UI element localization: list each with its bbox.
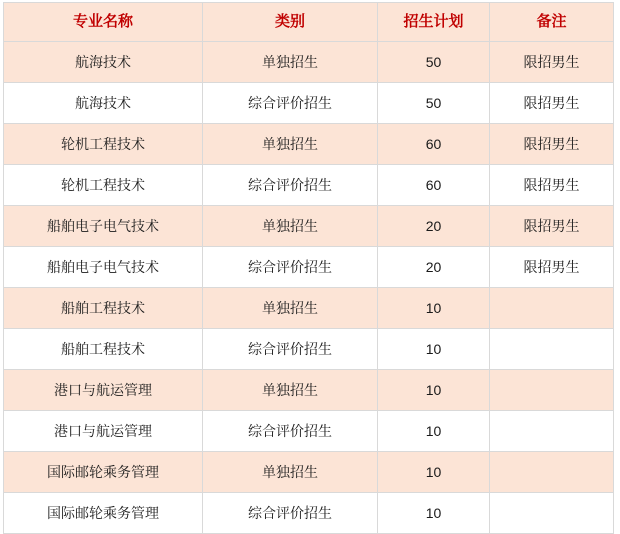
- table-row: [4, 165, 614, 206]
- cell-major: 船舶电子电气技术: [4, 206, 203, 247]
- cell-note: 限招男生: [490, 165, 614, 206]
- cell-category: 单独招生: [203, 452, 378, 493]
- table-row: [4, 247, 614, 288]
- cell-major: 轮机工程技术: [4, 124, 203, 165]
- table-header: [4, 3, 614, 42]
- table-row: [4, 493, 614, 534]
- cell-note: 限招男生: [490, 206, 614, 247]
- cell-plan: 50: [378, 83, 490, 124]
- cell-note: [490, 370, 614, 411]
- cell-plan: 10: [378, 411, 490, 452]
- cell-plan: 50: [378, 42, 490, 83]
- cell-note: 限招男生: [490, 83, 614, 124]
- table-row: [4, 288, 614, 329]
- table-header-row: [4, 3, 614, 42]
- table-row: [4, 42, 614, 83]
- cell-plan: 60: [378, 165, 490, 206]
- cell-major: 港口与航运管理: [4, 370, 203, 411]
- table-row: [4, 452, 614, 493]
- table-row: [4, 83, 614, 124]
- cell-category: 单独招生: [203, 288, 378, 329]
- column-header-note: 备注: [490, 3, 614, 42]
- column-header-category: 类别: [203, 3, 378, 42]
- table-row: [4, 124, 614, 165]
- cell-major: 船舶工程技术: [4, 288, 203, 329]
- cell-note: 限招男生: [490, 124, 614, 165]
- cell-category: 单独招生: [203, 370, 378, 411]
- cell-plan: 60: [378, 124, 490, 165]
- cell-plan: 10: [378, 452, 490, 493]
- cell-category: 综合评价招生: [203, 165, 378, 206]
- table-row: [4, 370, 614, 411]
- cell-major: 船舶电子电气技术: [4, 247, 203, 288]
- table-body: [4, 42, 614, 534]
- cell-major: 国际邮轮乘务管理: [4, 493, 203, 534]
- cell-major: 港口与航运管理: [4, 411, 203, 452]
- cell-note: [490, 493, 614, 534]
- cell-plan: 10: [378, 329, 490, 370]
- column-header-plan: 招生计划: [378, 3, 490, 42]
- cell-major: 国际邮轮乘务管理: [4, 452, 203, 493]
- cell-plan: 10: [378, 370, 490, 411]
- cell-note: [490, 288, 614, 329]
- cell-category: 综合评价招生: [203, 411, 378, 452]
- cell-category: 综合评价招生: [203, 329, 378, 370]
- column-header-major: 专业名称: [4, 3, 203, 42]
- cell-major: 船舶工程技术: [4, 329, 203, 370]
- admissions-table: [3, 2, 614, 534]
- cell-category: 综合评价招生: [203, 247, 378, 288]
- table-row: [4, 411, 614, 452]
- cell-category: 单独招生: [203, 124, 378, 165]
- cell-plan: 10: [378, 493, 490, 534]
- cell-major: 轮机工程技术: [4, 165, 203, 206]
- cell-category: 单独招生: [203, 42, 378, 83]
- cell-category: 综合评价招生: [203, 493, 378, 534]
- cell-major: 航海技术: [4, 42, 203, 83]
- cell-note: [490, 452, 614, 493]
- cell-plan: 10: [378, 288, 490, 329]
- cell-note: [490, 329, 614, 370]
- cell-note: 限招男生: [490, 247, 614, 288]
- cell-plan: 20: [378, 247, 490, 288]
- cell-note: 限招男生: [490, 42, 614, 83]
- table-row: [4, 329, 614, 370]
- cell-category: 综合评价招生: [203, 83, 378, 124]
- cell-category: 单独招生: [203, 206, 378, 247]
- cell-note: [490, 411, 614, 452]
- cell-major: 航海技术: [4, 83, 203, 124]
- cell-plan: 20: [378, 206, 490, 247]
- admissions-table-container: [3, 2, 615, 534]
- table-row: [4, 206, 614, 247]
